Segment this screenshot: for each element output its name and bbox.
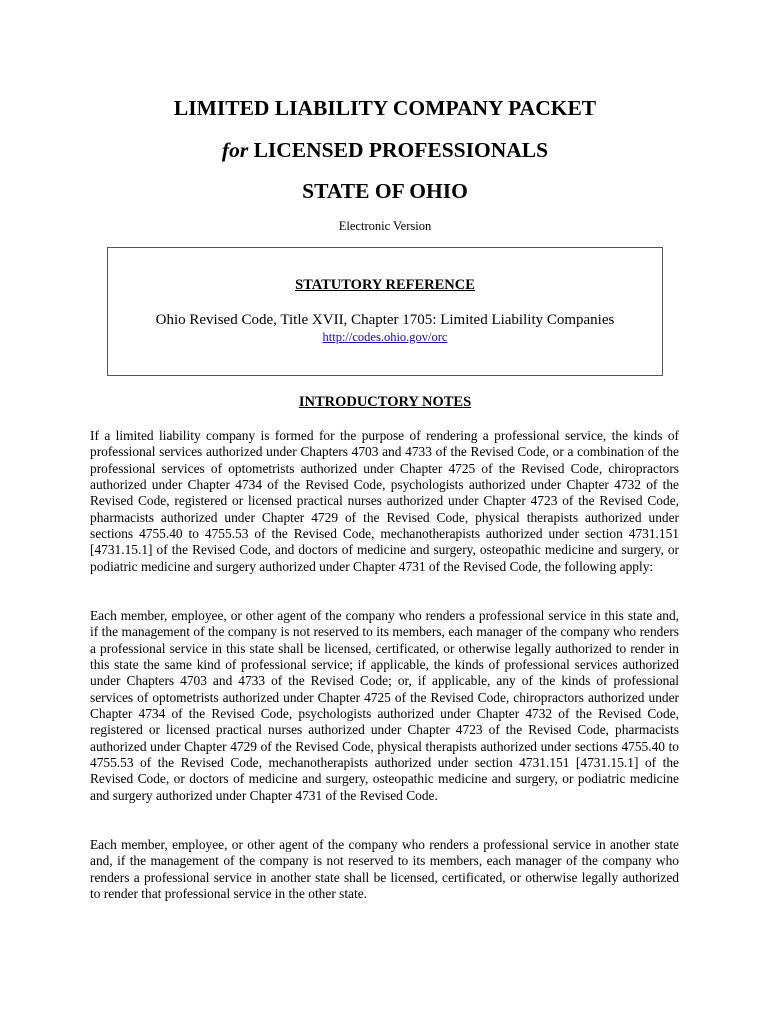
- intro-paragraph-2: Each member, employee, or other agent of the company who renders a professional service in this state and, if the management of the company is not reserved to its members, each manager of the company who renders a professional service in this state shall be licensed, certificated, or otherwise legally authorized to render in this state the same kind of professional service; if applicable, the kinds of professional services authorized under Chapters 4703 and 4733 of the Revised Code; or, if applicable, any of the kinds of professional services of optometrists authorized under Chapter 4725 of the Revised Code, chiropractors authorized under Chapter 4734 of the Revised Code, psychologists authorized under Chapter 4732 of the Revised Code, registered or licensed practical nurses authorized under Chapter 4723 of the Revised Code, pharmacists authorized under Chapter 4729 of the Revised Code, physical therapists authorized under sections 4755.40 to 4755.53 of the Revised Code, mechanotherapists authorized under section 4731.151 [4731.15.1] of the Revised Code, or doctors of medicine and surgery, osteopathic medicine and surgery, or podiatric medicine and surgery authorized under Chapter 4731 of the Revised Code.: [90, 608, 679, 803]
- title-line-2-rest: LICENSED PROFESSIONALS: [248, 138, 549, 162]
- title-line-1: LIMITED LIABILITY COMPANY PACKET: [173, 96, 597, 120]
- title-line-3: STATE OF OHIO: [302, 179, 468, 203]
- ohio-code-link[interactable]: http://codes.ohio.gov/orc: [322, 330, 448, 344]
- statutory-reference-text: Ohio Revised Code, Title XVII, Chapter 1705: Limited Liability Companies: [155, 312, 615, 328]
- intro-paragraph-1: If a limited liability company is formed for the purpose of rendering a professional service, the kinds of professional services authorized under Chapters 4703 and 4733 of the Revised Code, or a combination of the professional services of optometrists authorized under Chapter 4725 of the Revised Code, chiropractors authorized under Chapter 4734 of the Revised Code, psychologists authorized under Chapter 4732 of the Revised Code, registered or licensed practical nurses authorized under Chapter 4723 of the Revised Code, pharmacists authorized under Chapter 4729 of the Revised Code, physical therapists authorized under sections 4755.40 to 4755.53 of the Revised Code, mechanotherapists authorized under section 4731.151 [4731.15.1] of the Revised Code, and doctors of medicine and surgery, osteopathic medicine and surgery, or podiatric medicine and surgery authorized under Chapter 4731 of the Revised Code, the following apply:: [90, 428, 679, 574]
- title-for-word: for: [221, 138, 249, 162]
- intro-paragraph-3: Each member, employee, or other agent of the company who renders a professional service in another state and, if the management of the company is not reserved to its members, each manager of the company who renders a professional service in another state shall be licensed, certificated, or otherwise legally authorized to render that professional service in the other state.: [90, 837, 679, 902]
- title-line-2: [0, 137, 770, 163]
- statutory-reference-link-wrap: [0, 330, 770, 345]
- statutory-reference-heading: STATUTORY REFERENCE: [295, 277, 475, 293]
- introductory-notes-heading: INTRODUCTORY NOTES: [298, 394, 472, 410]
- subtitle: Electronic Version: [338, 219, 432, 233]
